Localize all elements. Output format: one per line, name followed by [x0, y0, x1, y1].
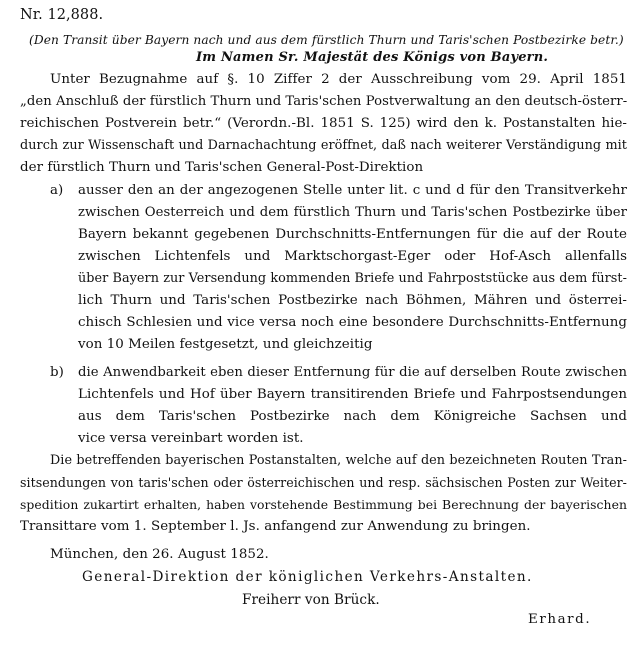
place-date: München, den 26. August 1852.	[50, 547, 269, 562]
issuing-authority: General-Direktion der königlichen Verkehrs-Anstalten.	[82, 569, 533, 585]
intro-line: „den Anschluß der fürstlich Thurn und Taris'schen Postverwaltung an den deutsch-österr-	[20, 94, 628, 109]
item-a-line: zwischen Oesterreich und dem fürstlich Thurn und Taris'schen Postbezirke über	[78, 205, 627, 220]
intro-line: der fürstlich Thurn und Taris'schen General-Post-Direktion	[20, 160, 424, 175]
closing-line: Die betreffenden bayerischen Postanstalten, welche auf den bezeichneten Routen Tran-	[50, 453, 627, 468]
item-b-line: aus dem Taris'schen Postbezirke nach dem Königreiche Sachsen und	[78, 409, 627, 424]
item-a-marker: a)	[50, 183, 64, 198]
item-a-line: über Bayern zur Versendung kommenden Briefe und Fahrpoststücke aus dem fürst-	[78, 271, 627, 286]
item-b-line: Lichtenfels und Hof über Bayern transitirenden Briefe und Fahrpostsendungen	[78, 387, 627, 402]
intro-line: durch zur Wissenschaft und Darnachachtung eröffnet, daß nach weiterer Verständigung mit	[20, 138, 627, 153]
item-a-line: lich Thurn und Taris'schen Postbezirke nach Böhmen, Mähren und österrei-	[78, 293, 627, 308]
signer-name: Freiherr von Brück.	[242, 592, 380, 608]
item-b-line: vice versa vereinbart worden ist.	[78, 431, 304, 446]
document-number: Nr. 12,888.	[20, 7, 104, 23]
item-a-line: ausser den an der angezogenen Stelle unter lit. c und d für den Transitverkehr	[78, 183, 627, 198]
item-a-line: Bayern bekannt gegebenen Durchschnitts-Entfernungen für die auf der Route	[78, 227, 627, 242]
closing-line: spedition zukartirt erhalten, haben vorstehende Bestimmung bei Berechnung der bayerischen	[20, 497, 627, 512]
item-a-line: chisch Schlesien und vice versa noch eine besondere Durchschnitts-Entfernung	[78, 315, 627, 330]
closing-line: sitsendungen von taris'schen oder österreichischen und resp. sächsischen Posten zur Weiter-	[20, 475, 627, 490]
document-heading: Im Namen Sr. Majestät des Königs von Bayern.	[196, 50, 549, 65]
intro-line: reichischen Postverein betr.“ (Verordn.-Bl. 1851 S. 125) wird den k. Postanstalten hie-	[20, 116, 627, 131]
closing-line: Transittare vom 1. September l. Js. anfangend zur Anwendung zu bringen.	[20, 519, 531, 534]
item-b-marker: b)	[50, 365, 64, 380]
item-b-line: die Anwendbarkeit eben dieser Entfernung für die auf derselben Route zwischen	[78, 365, 627, 380]
document-subtitle: (Den Transit über Bayern nach und aus dem fürstlich Thurn und Taris'schen Postbezirke betr.)	[29, 33, 624, 47]
item-a-line: von 10 Meilen festgesetzt, und gleichzeitig	[78, 337, 373, 352]
intro-line: Unter Bezugnahme auf §. 10 Ziffer 2 der Ausschreibung vom 29. April 1851	[50, 72, 627, 87]
item-a-line: zwischen Lichtenfels und Marktschorgast-Eger oder Hof-Asch allenfalls	[78, 249, 627, 264]
clerk-name: Erhard.	[528, 612, 592, 627]
